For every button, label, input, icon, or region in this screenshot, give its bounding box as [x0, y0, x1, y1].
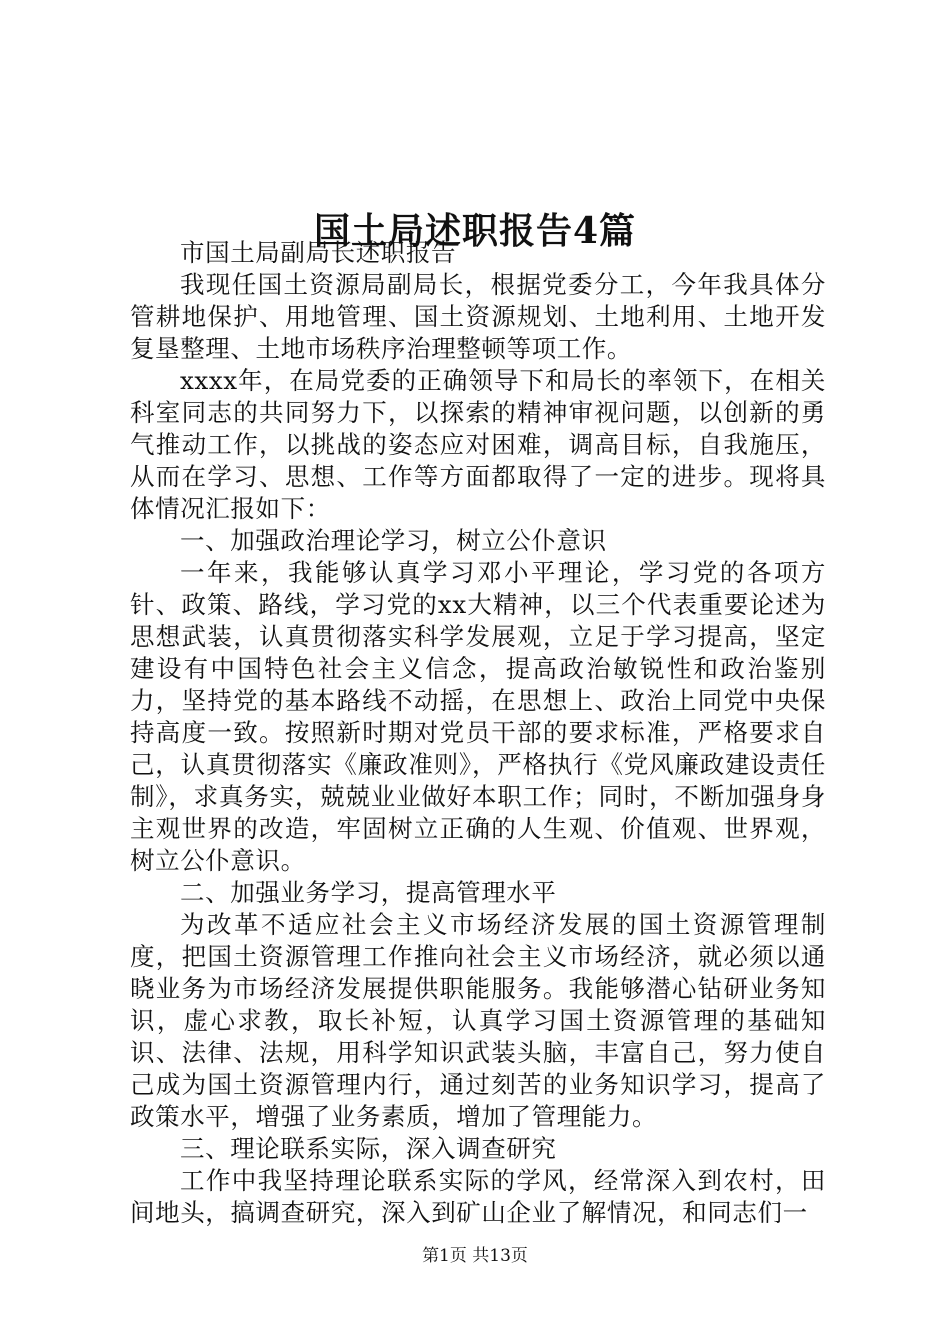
- document-title: 国土局述职报告4篇: [313, 210, 637, 253]
- body-paragraph: 工作中我坚持理论联系实际的学风，经常深入到农村，田间地头，搞调查研究，深入到矿山企业了解情况，和同志们一: [130, 1166, 826, 1227]
- section-heading: 三、理论联系实际，深入调查研究: [180, 1134, 557, 1163]
- page-footer: 第1页 共13页: [422, 1246, 528, 1266]
- body-paragraph: 我现任国土资源局副局长，根据党委分工，今年我具体分管耕地保护、用地管理、国土资源规划、土地利用、土地开发复垦整理、土地市场秩序治理整顿等项工作。: [130, 270, 826, 363]
- subtitle-paragraph: 市国土局副局长述职报告: [180, 238, 457, 267]
- section-heading: 一、加强政治理论学习，树立公仆意识: [180, 526, 607, 555]
- body-paragraph: 一年来，我能够认真学习邓小平理论，学习党的各项方针、政策、路线，学习党的xx大精神，以三个代表重要论述为思想武装，认真贯彻落实科学发展观，立足于学习提高，坚定建设有中国特色社会主义信念，提高政治敏锐性和政治鉴别力，坚持党的基本路线不动摇，在思想上、政治上同党中央保持高度一致。按照新时期对党员干部的要求标准，严格要求自己，认真贯彻落实《廉政准则》，严格执行《党风廉政建设责任制》，求真务实，兢兢业业做好本职工作；同时，不断加强身身主观世界的改造，牢固树立正确的人生观、价值观、世界观，树立公仆意识。: [130, 558, 826, 875]
- document-body: [130, 237, 826, 1229]
- body-paragraph: 为改革不适应社会主义市场经济发展的国土资源管理制度，把国土资源管理工作推向社会主义市场经济，就必须以通晓业务为市场经济发展提供职能服务。我能够潜心钻研业务知识，虚心求教，取长补短，认真学习国土资源管理的基础知识、法律、法规，用科学知识武装头脑，丰富自己，努力使自己成为国土资源管理内行，通过刻苦的业务知识学习，提高了政策水平，增强了业务素质，增加了管理能力。: [130, 910, 826, 1131]
- section-heading: 二、加强业务学习，提高管理水平: [180, 878, 557, 907]
- body-paragraph: xxxx年，在局党委的正确领导下和局长的率领下，在相关科室同志的共同努力下，以探索的精神审视问题，以创新的勇气推动工作，以挑战的姿态应对困难，调高目标，自我施压，从而在学习、思想、工作等方面都取得了一定的进步。现将具体情况汇报如下：: [130, 366, 826, 523]
